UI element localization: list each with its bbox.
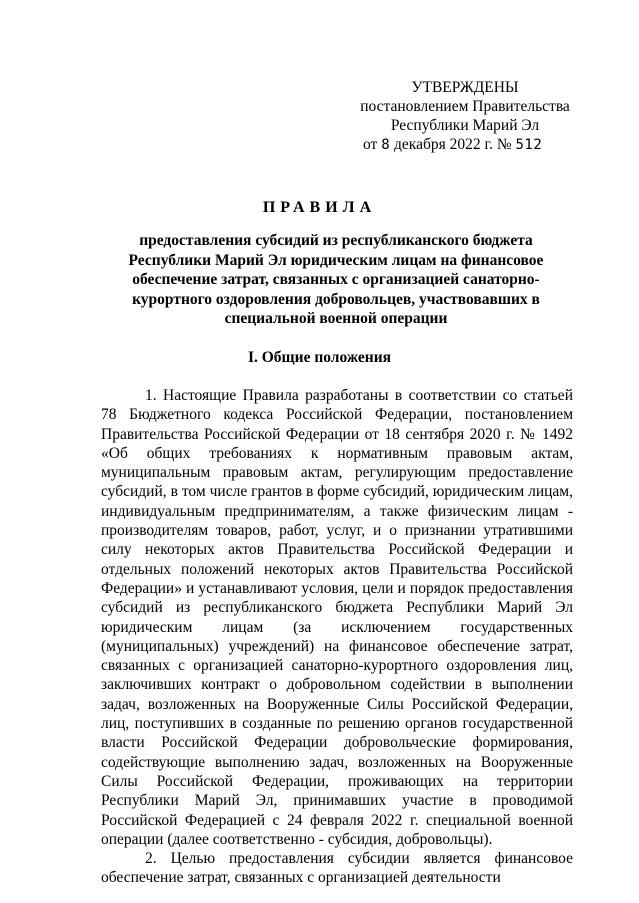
paragraph-2: 2. Целью предоставления субсидии является финансовое обеспечение затрат, связанных с организацией деятельности <box>101 850 573 887</box>
paragraph-1: 1. Настоящие Правила разработаны в соответствии со статьей 78 Бюджетного кодекса Российской Федерации, постановлением Правительства Российской Федерации от 18 сентября 2020 г. № 1492 «Об общих требованиях к нормативным правовым актам, муниципальным правовым актам, регулирующим предоставление субсидий, в том числе грантов в форме субсидий, юридическим лицам, индивидуальным предпринимателям, а также физическим лицам - производителям товаров, работ, услуг, и о признании утратившими силу некоторых актов Правительства Российской Федерации и отдельных положений некоторых актов Правительства Российской Федерации» и устанавливают условия, цели и порядок предоставления субсидий из республиканского бюджета Республики Марий Эл юридическим лицам (за исключением государственных (муниципальных) учреждений) на финансовое обеспечение затрат, связанных с организацией санаторно-курортного оздоровления лиц, заключивших контракт о добровольном содействии в выполнении задач, возложенных на Вооруженные Силы Российской Федерации, лиц, поступивших в созданные по решению органов государственной власти Российской Федерации добровольческие формирования, содействующие выполнению задач, возложенных на Вооруженные Силы Российской Федерации, проживающих на территории Республики Марий Эл, принимавших участие в проводимой Российской Федерацией с 24 февраля 2022 г. специальной военной операции (далее соответственно - субсидия, добровольцы). <box>101 387 573 848</box>
approval-line-2: Республики Марий Эл <box>390 117 540 134</box>
approval-date-line <box>345 135 585 155</box>
document-subtitle: предоставления субсидий из республиканского бюджета Республики Марий Эл юридическим лицам на финансовое обеспечение затрат, связанных с организацией санаторно-курортного оздоровления добровольцев, участвовавших в специальной военной операции <box>128 232 544 327</box>
approval-date-suffix: декабря 2022 г. № <box>394 136 512 153</box>
approval-stamp <box>345 78 585 155</box>
approval-line-1: постановлением Правительства <box>360 98 570 115</box>
section-title: I. Общие положения <box>247 349 392 366</box>
document-title: ПРАВИЛА <box>262 199 377 216</box>
document-body <box>101 386 573 888</box>
approval-day: 8 <box>381 137 391 153</box>
approval-number: 512 <box>515 137 543 153</box>
approval-heading: УТВЕРЖДЕНЫ <box>411 79 519 96</box>
approval-date-prefix: от <box>363 136 378 153</box>
